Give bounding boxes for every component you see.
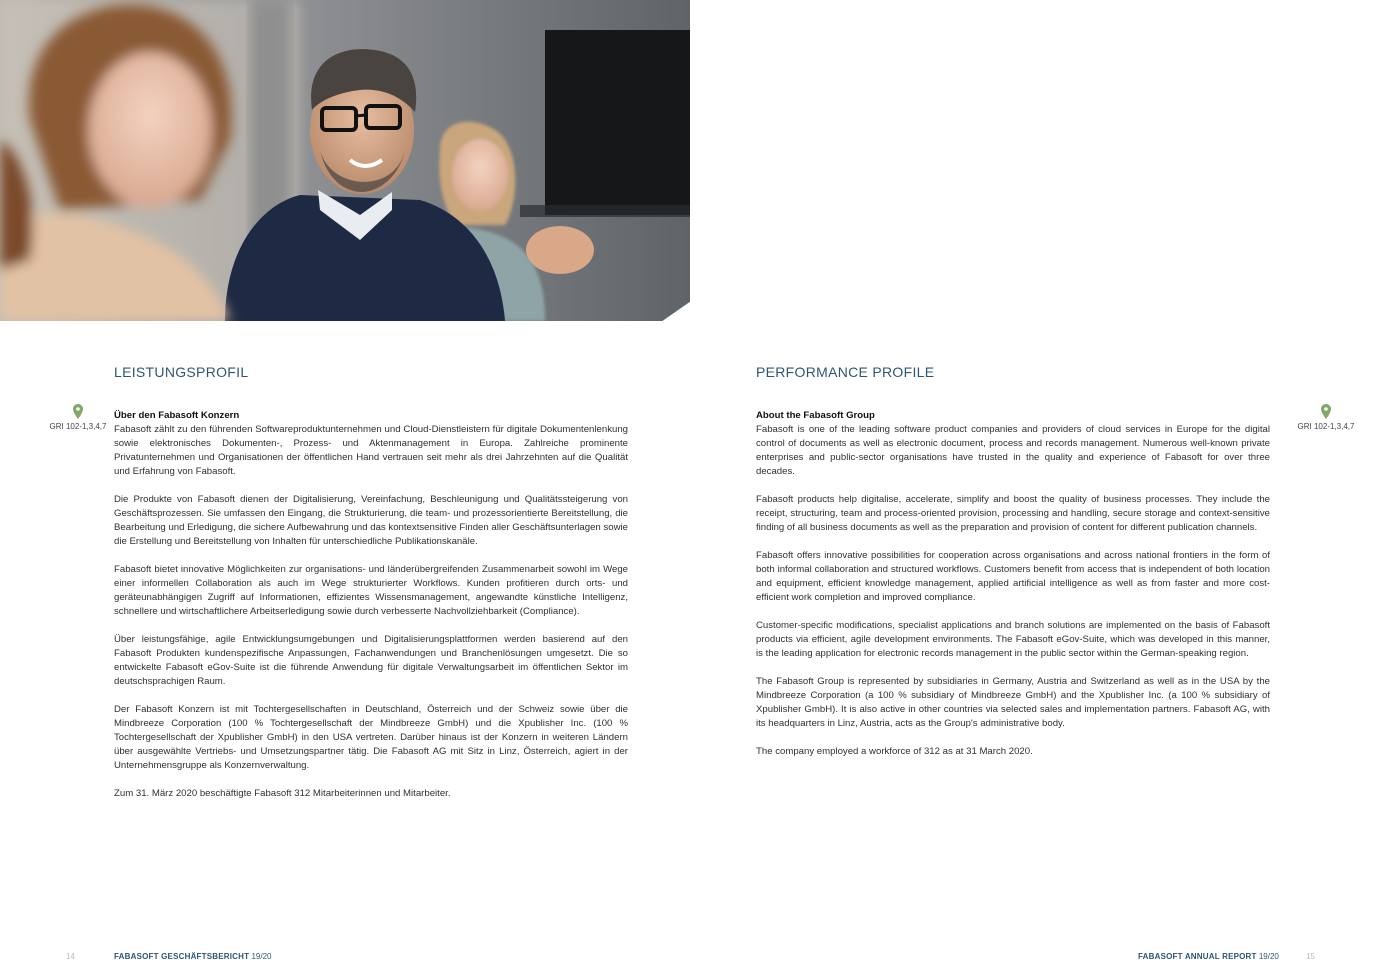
footer-year: 19/20 bbox=[1258, 952, 1279, 961]
map-pin-icon bbox=[1321, 404, 1331, 419]
section-subheading: Über den Fabasoft Konzern bbox=[114, 410, 240, 421]
paragraph: The Fabasoft Group is represented by subsidiaries in Germany, Austria and Switzerland as well as in the USA by the Mindbreeze Corporation (a 100 % subsidiary of Mindbreeze GmbH) and the Xpublisher Inc. (a 100 % subsidiary of Xpublisher GmbH). It is also active in other countries via selected sales and implementation partners. Fabasoft AG, with its headquarters in Linz, Austria, acts as the Group's administrative body. bbox=[756, 676, 1270, 729]
footer-left bbox=[114, 952, 272, 961]
gri-reference-left bbox=[38, 404, 118, 431]
gri-reference-right bbox=[1286, 404, 1366, 431]
paragraph: Die Produkte von Fabasoft dienen der Digitalisierung, Vereinfachung, Beschleunigung und Qualitätssteigerung von Geschäftsprozessen. Sie umfassen den Eingang, die Strukturierung, die team- und prozessorientierte Bereitstellung, die Bearbeitung und Erledigung, die sichere Aufbewahrung und das kontextsensitive Finden aller Geschäftsunterlagen sowie die Erstellung und Bereitstellung von Inhalten für unterschiedliche Publikationskanäle. bbox=[114, 494, 628, 547]
footer-year: 19/20 bbox=[251, 952, 272, 961]
paragraph: Über leistungsfähige, agile Entwicklungsumgebungen und Digitalisierungsplattformen werden basierend auf den Fabasoft Produkten kundenspezifische Anpassungen, Fachanwendungen und Branchenlösungen umgesetzt. Die so entwickelte Fabasoft eGov-Suite ist die führende Anwendung für digitale Verwaltungsarbeit im öffentlichen Sektor im deutschsprachigen Raum. bbox=[114, 634, 628, 687]
page-heading-left: LEISTUNGSPROFIL bbox=[114, 364, 249, 380]
paragraph: The company employed a workforce of 312 as at 31 March 2020. bbox=[756, 746, 1033, 757]
paragraph: Zum 31. März 2020 beschäftigte Fabasoft 312 Mitarbeiterinnen und Mitarbeiter. bbox=[114, 788, 451, 799]
footer-brand: FABASOFT ANNUAL REPORT bbox=[1138, 952, 1257, 961]
paragraph: Fabasoft is one of the leading software product companies and providers of cloud services in Europe for the digital control of documents as well as electronic document, process and records management. Numerous well-known private enterprises and public-sector organisations have trusted in the quality and experience of Fabasoft for over three decades. bbox=[756, 424, 1270, 477]
map-pin-icon bbox=[73, 404, 83, 419]
page-number-left: 14 bbox=[66, 952, 75, 961]
paragraph: Customer-specific modifications, specialist applications and branch solutions are implemented on the basis of Fabasoft products via efficient, agile development environments. The Fabasoft eGov-Suite, which was developed in this manner, is the leading application for electronic records management in the public sector within the German-speaking region. bbox=[756, 620, 1270, 659]
text-column-left bbox=[114, 409, 628, 815]
header-photo bbox=[0, 0, 690, 321]
paragraph: Der Fabasoft Konzern ist mit Tochtergesellschaften in Deutschland, Österreich und der Schweiz sowie über die Mindbreeze Corporation (100 % Tochtergesellschaft der Mindbreeze GmbH) und die Xpublisher Inc. (100 % Tochtergesellschaft der Xpublisher GmbH) in den USA vertreten. Darüber hinaus ist der Konzern in weiteren Ländern über ausgewählte Vertriebs- und Umsetzungspartner tätig. Die Fabasoft AG mit Sitz in Linz, Österreich, agiert in der Unternehmensgruppe als Konzernverwaltung. bbox=[114, 704, 628, 771]
paragraph: Fabasoft zählt zu den führenden Softwareproduktunternehmen und Cloud-Dienstleistern für digitale Dokumentenlenkung sowie elektronisches Dokumenten-, Prozess- und Aktenmanagement in Europa. Zahlreiche prominente Privatunternehmen und Organisationen der öffentlichen Hand vertrauen seit mehr als drei Jahrzehnten auf die Qualität und Erfahrung von Fabasoft. bbox=[114, 424, 628, 477]
paragraph: Fabasoft bietet innovative Möglichkeiten zur organisations- und länderübergreifenden Zusammenarbeit sowohl im Wege einer informellen Collaboration als auch im Wege strukturierter Workflows. Kunden profitieren durch orts- und geräteunabhängigen Zugriff auf Informationen, effizientes Wissensmanagement, angewandte künstliche Intelligenz, schnellere und wirtschaftlichere Arbeitserledigung sowie durch verbesserte Nachvollziehbarkeit (Compliance). bbox=[114, 564, 628, 617]
paragraph: Fabasoft offers innovative possibilities for cooperation across organisations and across national frontiers in the form of both informal collaboration and structured workflows. Customers benefit from access that is independent of both location and equipment, efficient knowledge management, applied artificial intelligence as well as from faster and more cost-efficient work completion and improved compliance. bbox=[756, 550, 1270, 603]
section-subheading: About the Fabasoft Group bbox=[756, 410, 875, 421]
gri-label: GRI 102-1,3,4,7 bbox=[49, 422, 107, 431]
paragraph: Fabasoft products help digitalise, accelerate, simplify and boost the quality of business processes. They include the receipt, structuring, team and process-oriented provision, processing and handling, secure storage and context-sensitive finding of all business documents as well as the preparation and provision of content for different publication channels. bbox=[756, 494, 1270, 533]
page-number-right: 15 bbox=[1306, 952, 1315, 961]
footer-brand: FABASOFT GESCHÄFTSBERICHT bbox=[114, 952, 250, 961]
gri-label: GRI 102-1,3,4,7 bbox=[1297, 422, 1355, 431]
page-heading-right: PERFORMANCE PROFILE bbox=[756, 364, 935, 380]
text-column-right bbox=[756, 409, 1270, 773]
footer-right bbox=[1138, 952, 1279, 961]
